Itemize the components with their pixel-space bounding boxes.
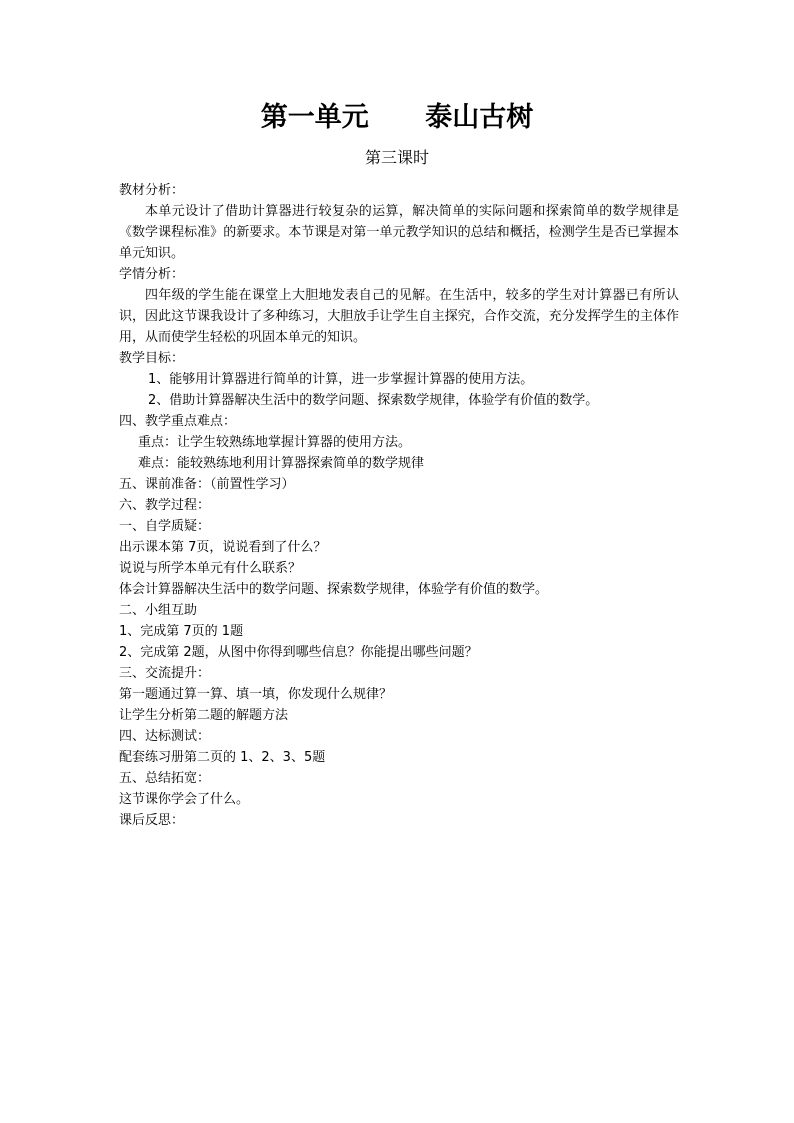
- material-heading: 教材分析：: [119, 183, 185, 198]
- reflection-heading: 课后反思：: [119, 813, 185, 828]
- step5-line-1: 这节课你学会了什么。: [119, 792, 250, 807]
- step5-heading: 五、总结拓宽：: [119, 771, 211, 786]
- step3-line-1: 第一题通过算一算、填一填，你发现什么规律？: [119, 687, 393, 702]
- material-paragraph: 本单元设计了借助计算器进行较复杂的运算，解决简单的实际问题和探索简单的数学规律是《数学课程标准》的新要求。本节课是对第一单元教学知识的总结和概括，检测学生是否已掌握本单元知识。: [119, 204, 679, 261]
- process-heading: 六、教学过程：: [119, 498, 211, 513]
- step3-heading: 三、交流提升：: [119, 666, 211, 681]
- keypoints-heading: 四、教学重点难点：: [119, 414, 237, 429]
- step4-heading: 四、达标测试：: [119, 729, 211, 744]
- goals-heading: 教学目标：: [119, 351, 185, 366]
- document-title: 第一单元 泰山古树: [260, 102, 534, 133]
- student-paragraph: 四年级的学生能在课堂上大胆地发表自己的见解。在生活中，较多的学生对计算器已有所认识，因此这节课我设计了多种练习，大胆放手让学生自主探究，合作交流，充分发挥学生的主体作用，从而使学生轻松的巩固本单元的知识。: [119, 288, 679, 345]
- difficulty-line: 难点：能较熟练地利用计算器探索简单的数学规律: [138, 456, 425, 471]
- step4-line-1: 配套练习册第二页的 1、2、3、5题: [119, 750, 326, 765]
- step2-line-1: 1、完成第 7页的 1题: [119, 624, 244, 639]
- document-body: [119, 180, 679, 831]
- step1-line-2: 说说与所学本单元有什么联系？: [119, 561, 302, 576]
- lesson-subtitle: 第三课时: [364, 148, 429, 167]
- student-heading: 学情分析：: [119, 267, 185, 282]
- step3-line-2: 让学生分析第二题的解题方法: [119, 708, 289, 723]
- keypoint-line: 重点：让学生较熟练地掌握计算器的使用方法。: [138, 435, 412, 450]
- step1-line-1: 出示课本第 7页，说说看到了什么？: [119, 540, 327, 555]
- step2-heading: 二、小组互助: [119, 603, 198, 618]
- prep-line: 五、课前准备：（前置性学习）: [119, 477, 295, 492]
- step1-line-3: 体会计算器解决生活中的数学问题、探索数学规律，体验学有价值的数学。: [119, 582, 549, 597]
- step1-heading: 一、自学质疑：: [119, 519, 211, 534]
- goal-item-1: 1、能够用计算器进行简单的计算，进一步掌握计算器的使用方法。: [148, 372, 534, 387]
- goal-item-2: 2、借助计算器解决生活中的数学问题、探索数学规律，体验学有价值的数学。: [148, 393, 599, 408]
- step2-line-2: 2、完成第 2题，从图中你得到哪些信息？你能提出哪些问题？: [119, 645, 478, 660]
